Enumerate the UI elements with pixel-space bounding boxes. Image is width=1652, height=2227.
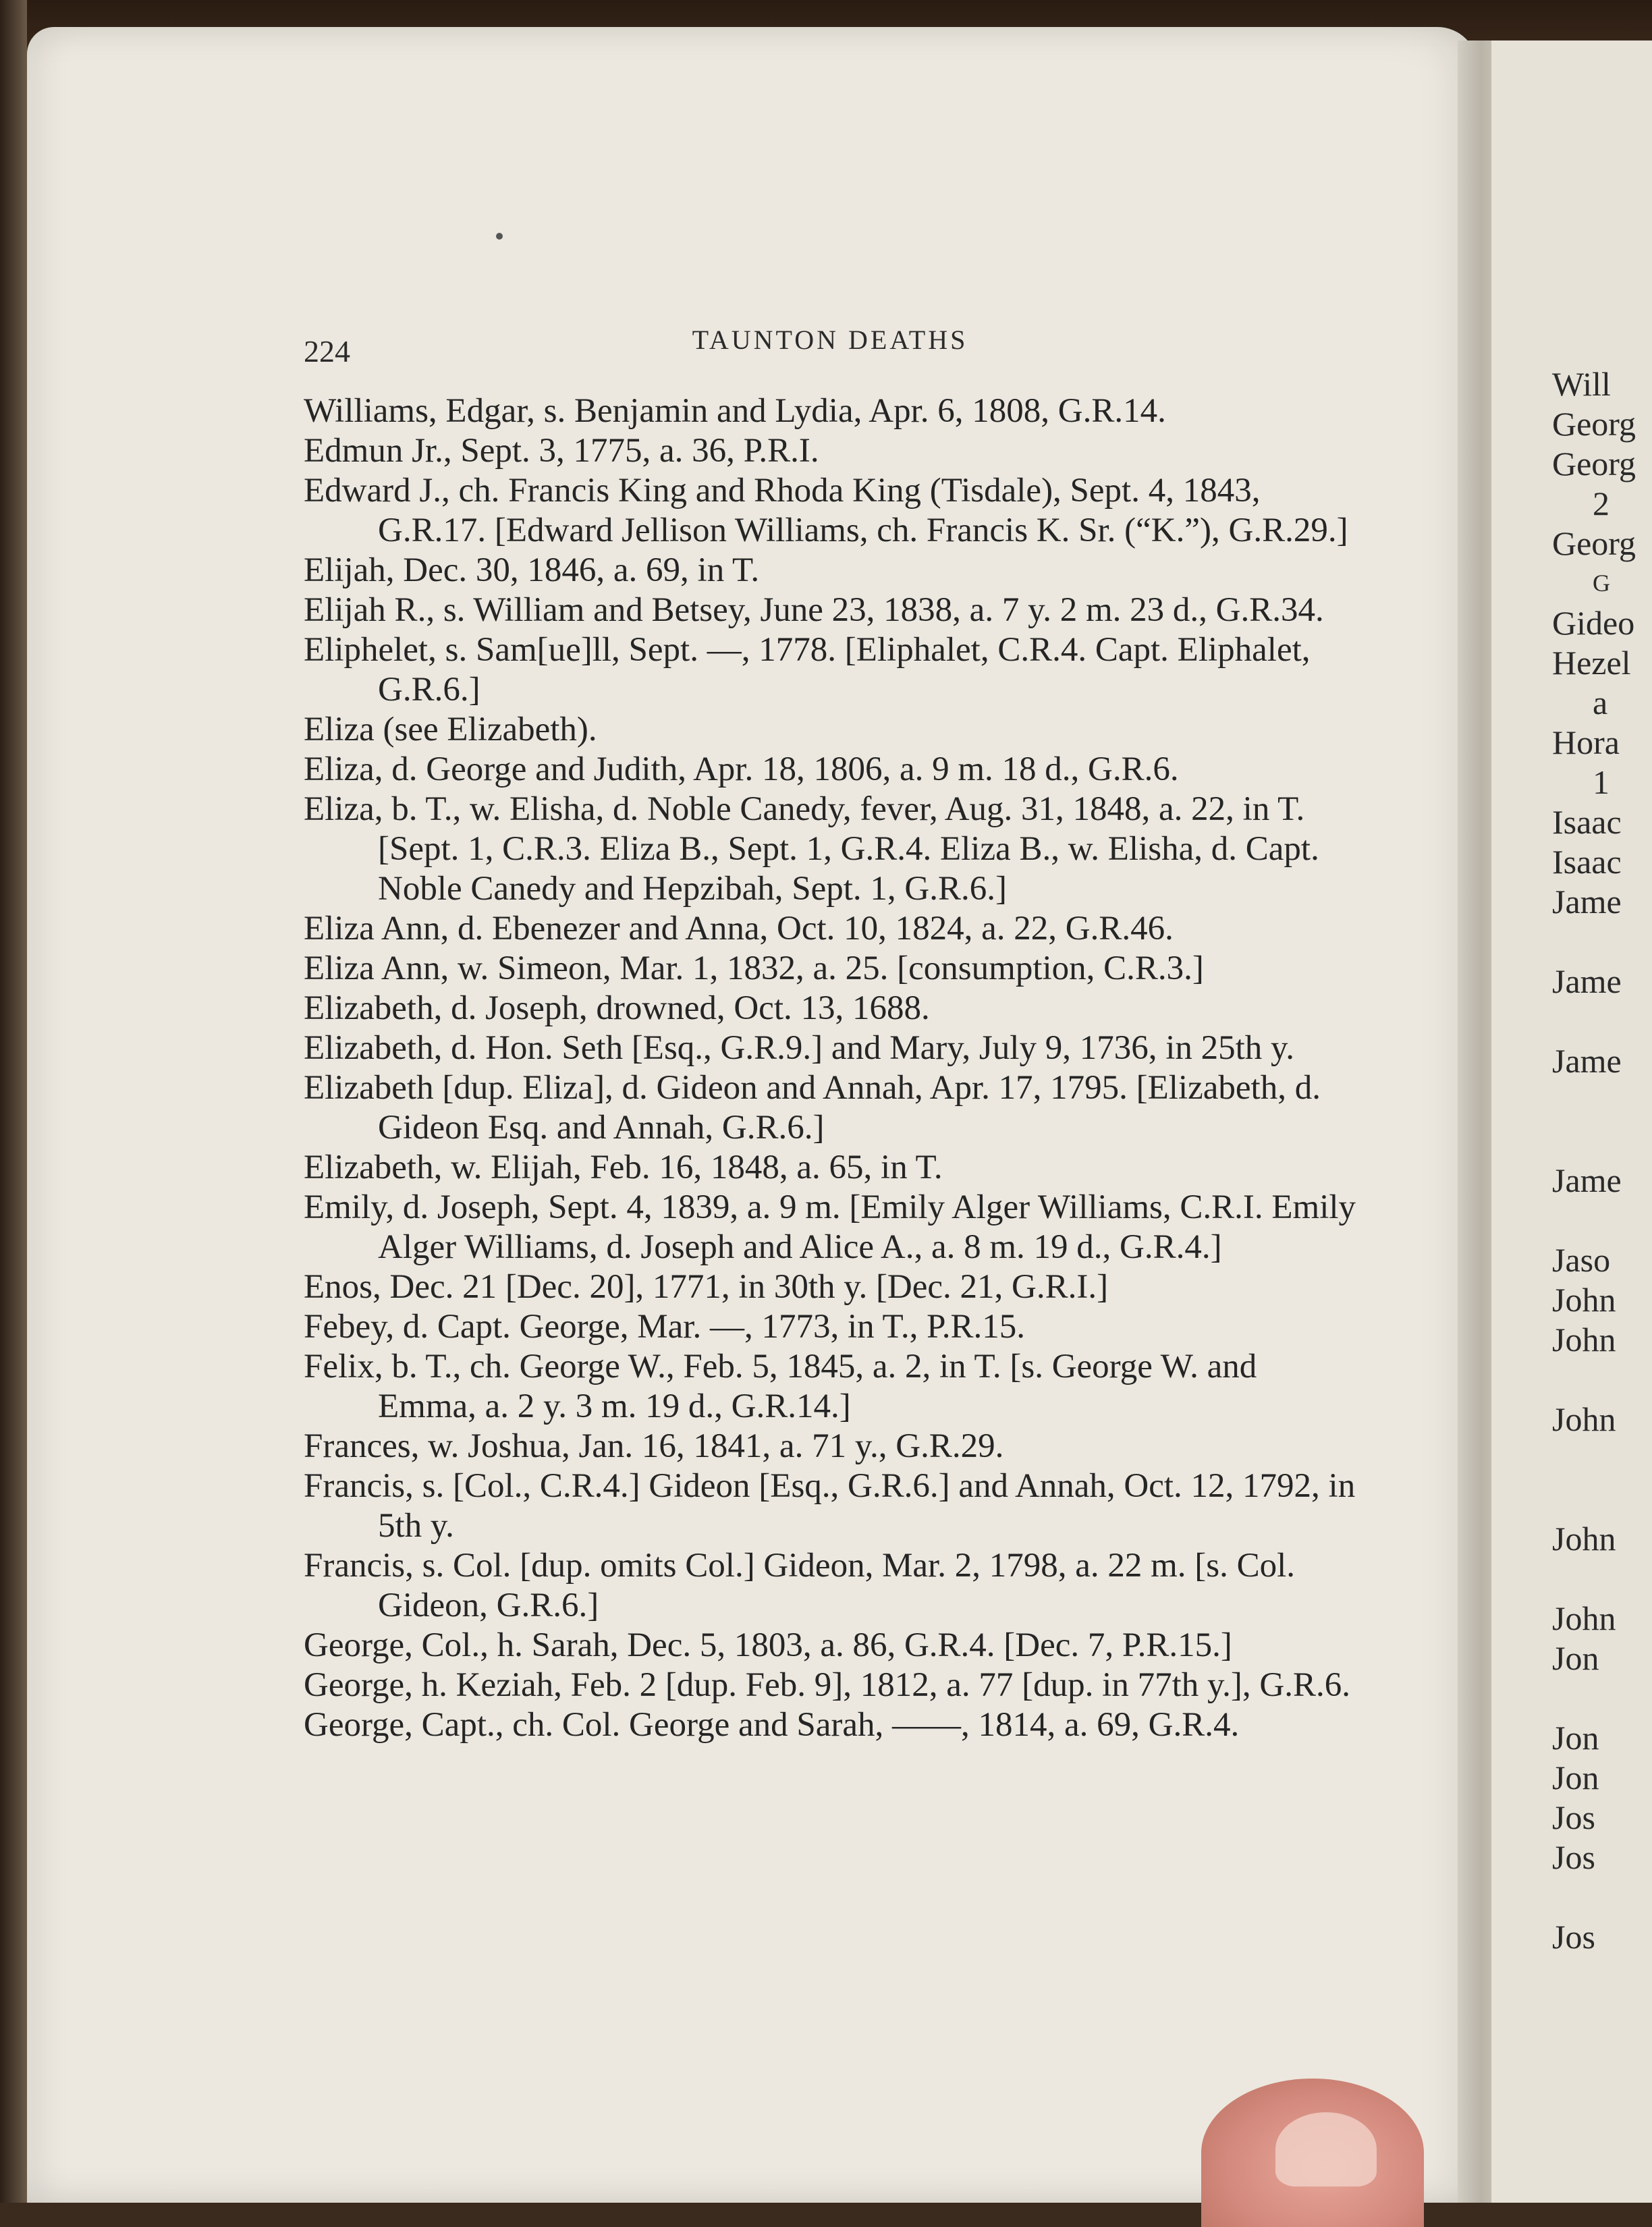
right-fragment: Georg xyxy=(1552,405,1636,443)
record-entry: Eliza, b. T., w. Elisha, d. Noble Canedy, fever, Aug. 31, 1848, a. 22, in T. [Sept. 1, C.R.3. Eliza B., Sept. 1, G.R.4. Eliza B., w. Elisha, d. Capt. Noble Canedy and Hepzibah, Sept. 1, G.R.6.] xyxy=(304,790,1319,908)
right-fragment: Jame xyxy=(1552,962,1622,1000)
right-fragment: a xyxy=(1593,684,1608,721)
record-entry: Francis, s. Col. [dup. omits Col.] Gideon, Mar. 2, 1798, a. 22 m. [s. Col. Gideon, G.R.6.] xyxy=(304,1547,1296,1624)
right-fragment: Hezel xyxy=(1552,644,1631,682)
right-fragment xyxy=(1552,1479,1652,1519)
right-fragment: 1 xyxy=(1593,763,1609,801)
right-fragment: Jame xyxy=(1552,1042,1622,1080)
right-fragment xyxy=(1552,1081,1652,1121)
record-entry: Elijah, Dec. 30, 1846, a. 69, in T. xyxy=(304,551,760,589)
right-fragment: Jos xyxy=(1552,1798,1595,1836)
right-fragment: John xyxy=(1552,1321,1616,1358)
record-entry: Elijah R., s. William and Betsey, June 23, 1838, a. 7 y. 2 m. 23 d., G.R.34. xyxy=(304,591,1324,629)
right-fragment: Hora xyxy=(1552,723,1620,761)
right-fragment: Jon xyxy=(1552,1639,1599,1677)
record-entry: Francis, s. [Col., C.R.4.] Gideon [Esq., G.R.6.] and Annah, Oct. 12, 1792, in 5th y. xyxy=(304,1467,1356,1545)
record-entry: George, h. Keziah, Feb. 2 [dup. Feb. 9], 1812, a. 77 [dup. in 77th y.], G.R.6. xyxy=(304,1666,1351,1704)
right-fragment: Georg xyxy=(1552,524,1636,562)
page-header xyxy=(304,324,1356,371)
record-entry: Elizabeth, d. Hon. Seth [Esq., G.R.9.] and Mary, July 9, 1736, in 25th y. xyxy=(304,1029,1294,1067)
record-entry: Eliza Ann, w. Simeon, Mar. 1, 1832, a. 25. [consumption, C.R.3.] xyxy=(304,950,1204,987)
right-fragment: Jon xyxy=(1552,1719,1599,1757)
right-fragment xyxy=(1552,1559,1652,1599)
paper-speck xyxy=(496,233,503,240)
right-fragment xyxy=(1552,1001,1652,1041)
right-fragment xyxy=(1552,1360,1652,1400)
right-fragment: Isaac xyxy=(1552,843,1622,881)
right-fragment xyxy=(1552,1678,1652,1718)
right-fragment: Jos xyxy=(1552,1838,1595,1876)
right-page-fragments xyxy=(1552,364,1652,1957)
right-fragment: John xyxy=(1552,1400,1616,1438)
right-fragment: Will xyxy=(1552,365,1611,403)
record-entry: Eliza Ann, d. Ebenezer and Anna, Oct. 10, 1824, a. 22, G.R.46. xyxy=(304,910,1174,947)
right-fragment xyxy=(1552,1121,1652,1161)
right-fragment: Jame xyxy=(1552,883,1622,920)
right-fragment: Jon xyxy=(1552,1759,1599,1796)
death-record-list xyxy=(304,391,1356,1745)
right-fragment xyxy=(1552,1439,1652,1479)
right-fragment xyxy=(1552,1877,1652,1917)
right-fragment: G xyxy=(1593,570,1610,597)
right-fragment: 2 xyxy=(1593,485,1609,522)
thumbnail-nail xyxy=(1275,2112,1377,2187)
running-head: TAUNTON DEATHS xyxy=(692,325,968,355)
right-fragment: Jaso xyxy=(1552,1241,1611,1279)
record-entry: Febey, d. Capt. George, Mar. —, 1773, in T., P.R.15. xyxy=(304,1308,1026,1346)
record-entry: Eliphelet, s. Sam[ue]ll, Sept. —, 1778. [Eliphalet, C.R.4. Capt. Eliphalet, G.R.6.] xyxy=(304,631,1311,709)
record-entry: Eliza, d. George and Judith, Apr. 18, 1806, a. 9 m. 18 d., G.R.6. xyxy=(304,750,1179,788)
right-fragment: John xyxy=(1552,1599,1616,1637)
record-entry: Elizabeth, d. Joseph, drowned, Oct. 13, 1688. xyxy=(304,989,930,1027)
page-number: 224 xyxy=(304,334,350,368)
record-entry: Elizabeth [dup. Eliza], d. Gideon and Annah, Apr. 17, 1795. [Elizabeth, d. Gideon Esq. and Annah, G.R.6.] xyxy=(304,1069,1321,1147)
right-fragment: Gideo xyxy=(1552,604,1635,642)
record-entry: Edward J., ch. Francis King and Rhoda King (Tisdale), Sept. 4, 1843, G.R.17. [Edward Jellison Williams, ch. Francis K. Sr. (“K.”), G.R.29.] xyxy=(304,472,1348,549)
record-entry: Elizabeth, w. Elijah, Feb. 16, 1848, a. 65, in T. xyxy=(304,1149,943,1186)
record-entry: George, Capt., ch. Col. George and Sarah, ——, 1814, a. 69, G.R.4. xyxy=(304,1706,1240,1744)
right-fragment: Georg xyxy=(1552,445,1636,483)
right-fragment xyxy=(1552,1201,1652,1240)
record-entry: Frances, w. Joshua, Jan. 16, 1841, a. 71 y., G.R.29. xyxy=(304,1427,1004,1465)
record-entry: Felix, b. T., ch. George W., Feb. 5, 1845, a. 2, in T. [s. George W. and Emma, a. 2 y. 3 m. 19 d., G.R.14.] xyxy=(304,1348,1257,1425)
record-entry: Enos, Dec. 21 [Dec. 20], 1771, in 30th y. [Dec. 21, G.R.I.] xyxy=(304,1268,1109,1306)
record-entry: Edmun Jr., Sept. 3, 1775, a. 36, P.R.I. xyxy=(304,432,819,470)
record-entry: Eliza (see Elizabeth). xyxy=(304,711,597,748)
right-fragment: John xyxy=(1552,1520,1616,1558)
record-entry: George, Col., h. Sarah, Dec. 5, 1803, a. 86, G.R.4. [Dec. 7, P.R.15.] xyxy=(304,1626,1232,1664)
right-fragment: John xyxy=(1552,1281,1616,1319)
right-fragment xyxy=(1552,922,1652,962)
right-fragment: Isaac xyxy=(1552,803,1622,841)
record-entry: Emily, d. Joseph, Sept. 4, 1839, a. 9 m. [Emily Alger Williams, C.R.I. Emily Alger Williams, d. Joseph and Alice A., a. 8 m. 19 d., G.R.4.] xyxy=(304,1188,1356,1266)
book-edge xyxy=(0,0,27,2203)
record-entry: Williams, Edgar, s. Benjamin and Lydia, Apr. 6, 1808, G.R.14. xyxy=(304,392,1166,430)
right-fragment: Jame xyxy=(1552,1161,1622,1199)
right-fragment: Jos xyxy=(1552,1918,1595,1956)
